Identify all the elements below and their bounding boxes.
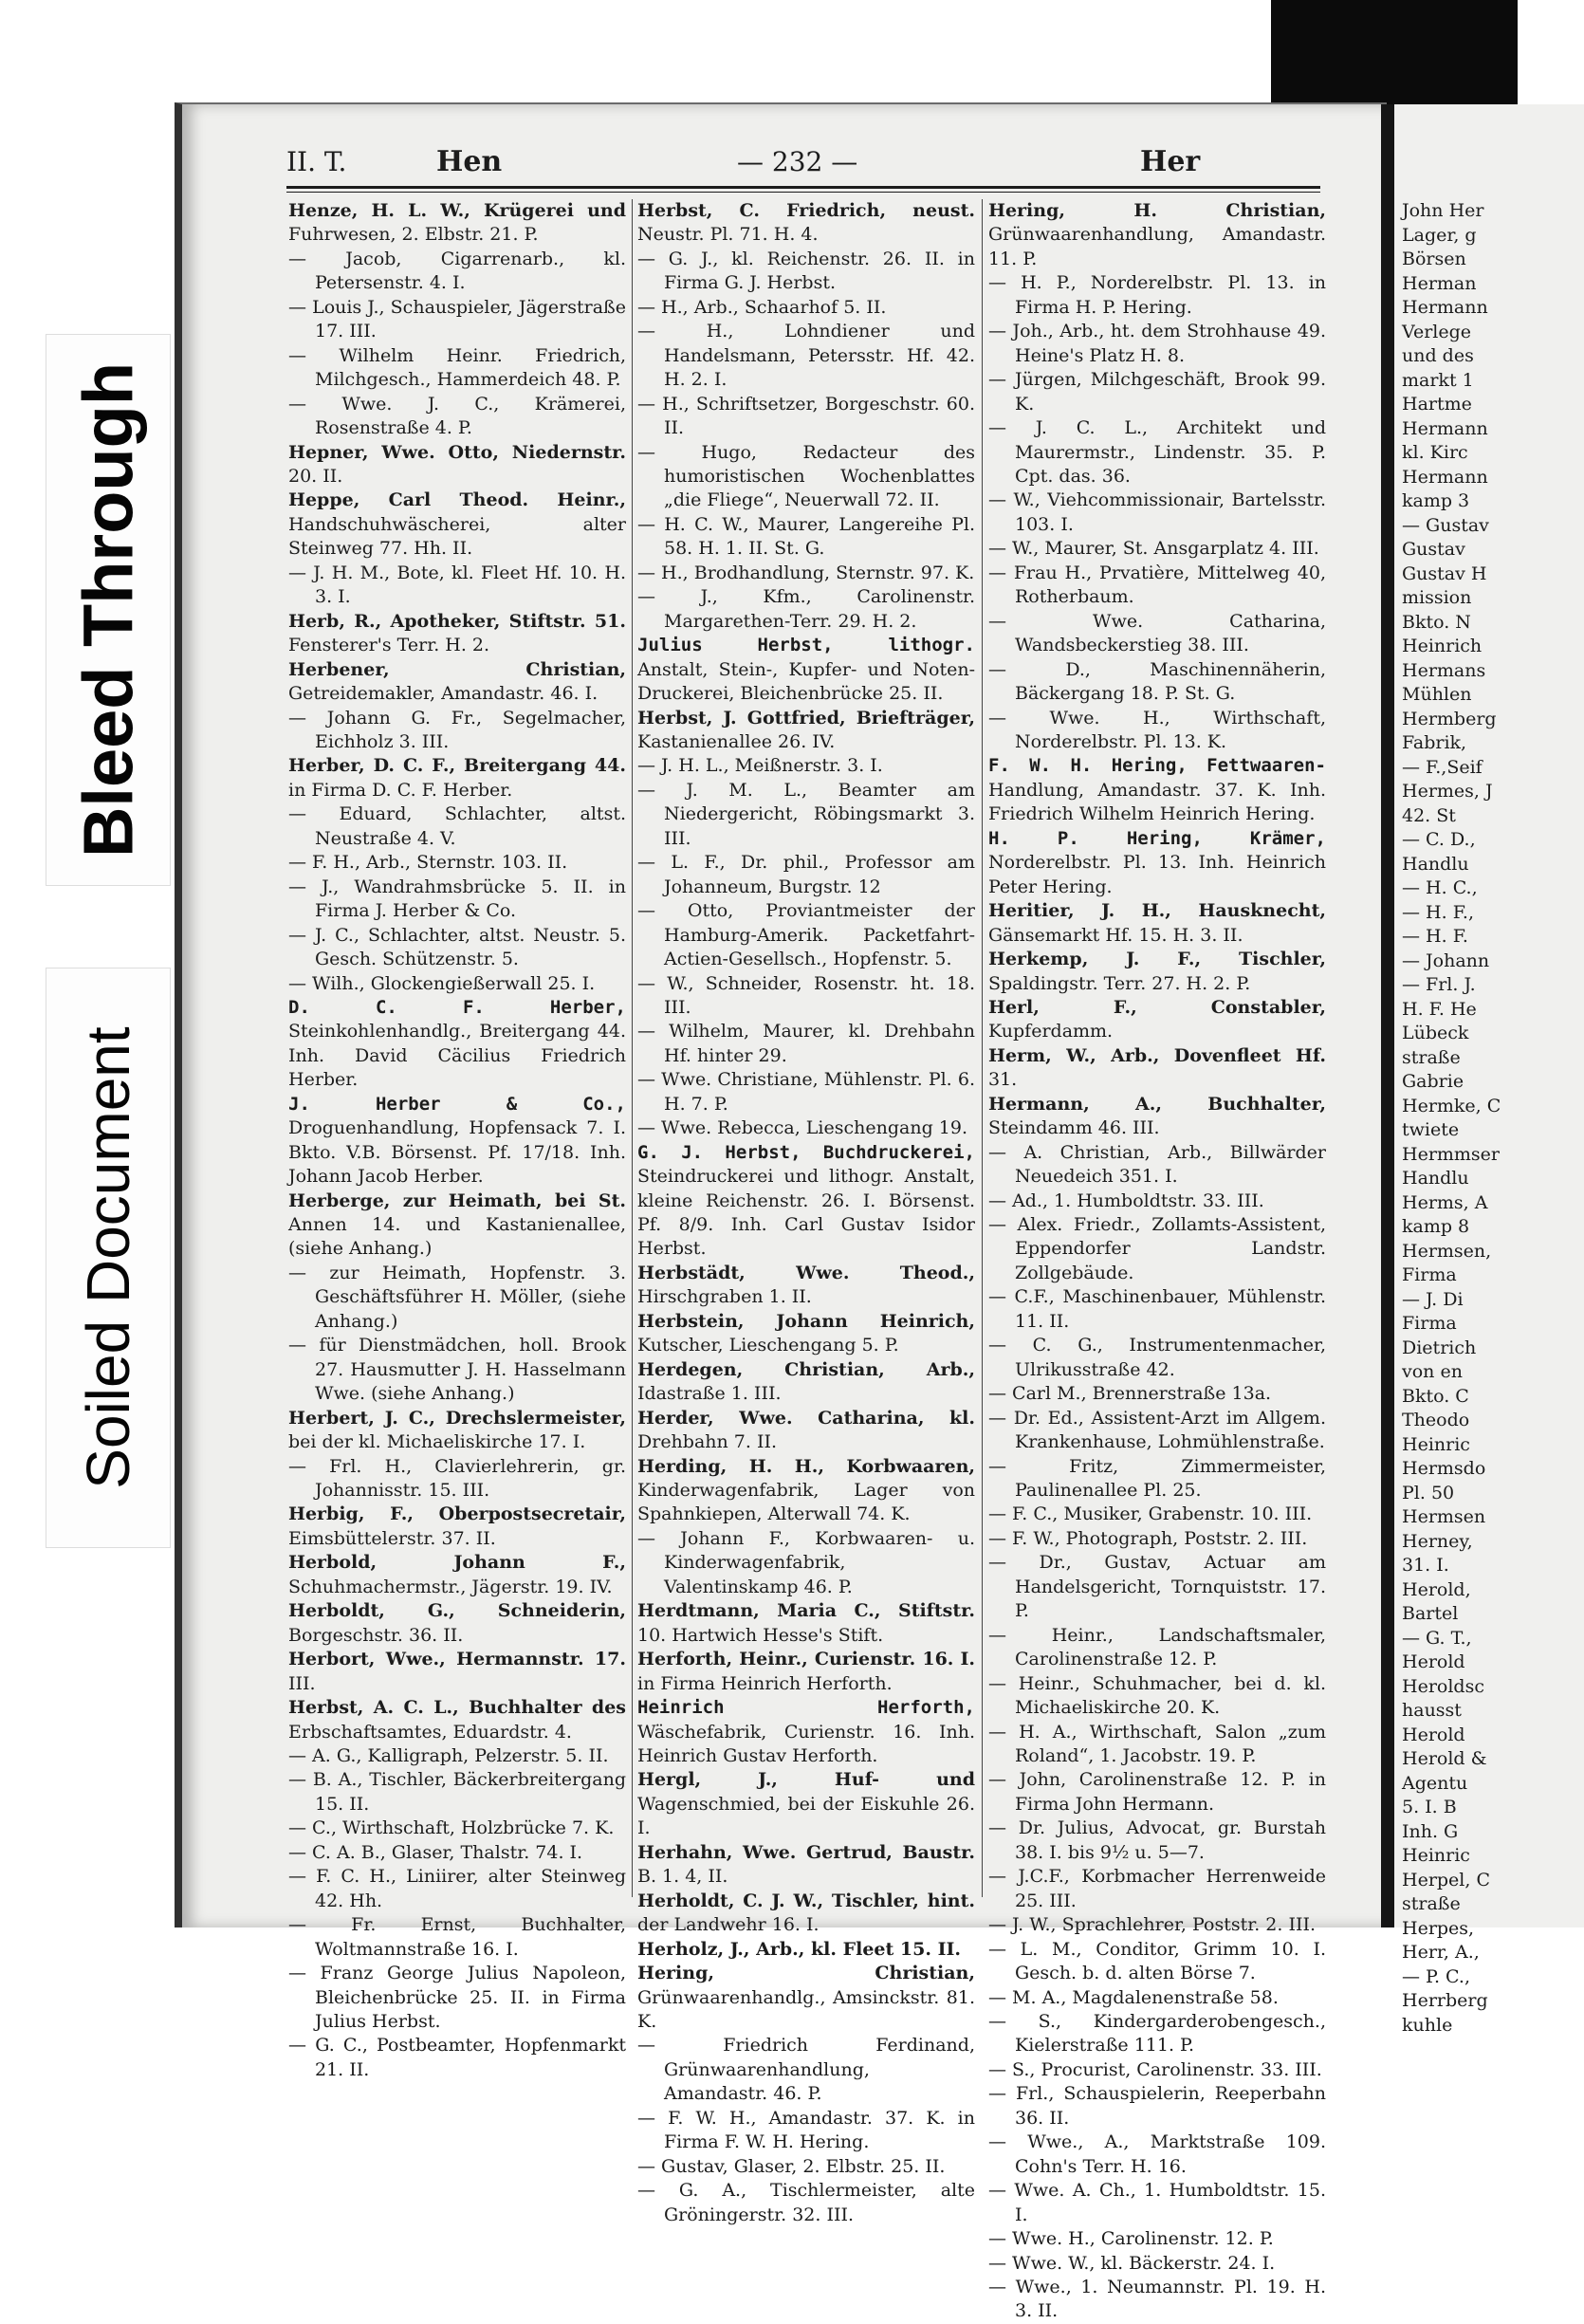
- directory-entry: — H. C. W., Maurer, Langereihe Pl. 58. H. 1. II. St. G.: [637, 513, 975, 560]
- adjacent-page-fragment: mission: [1402, 587, 1472, 608]
- directory-entry: — A. G., Kalligraph, Pelzerstr. 5. II.: [288, 1745, 609, 1766]
- directory-entry: Herbold, Johann F., Schuhmachermstr., Jägerstr. 19. IV.: [288, 1552, 626, 1597]
- adjacent-page-fragment: straße: [1402, 1893, 1461, 1914]
- directory-entry: Herberge, zur Heimath, bei St. Annen 14. und Kastanienallee, (siehe Anhang.): [288, 1190, 626, 1260]
- soiled-document-label: [46, 968, 171, 1548]
- adjacent-page-fragment: Hermsen: [1402, 1506, 1486, 1527]
- adjacent-page-fragment: Hermberg: [1402, 708, 1497, 729]
- adjacent-page-fragment: von en: [1402, 1361, 1463, 1382]
- directory-entry: — H., Schriftsetzer, Borgeschstr. 60. II.: [637, 393, 975, 439]
- directory-entry: — F. W. H., Amandastr. 37. K. in Firma F. W. H. Hering.: [637, 2107, 975, 2153]
- adjacent-page-fragment: twiete: [1402, 1119, 1460, 1140]
- directory-entry: — G. C., Postbeamter, Hopfenmarkt 21. II.: [288, 2035, 626, 2080]
- adjacent-page-fragment: Firma: [1402, 1313, 1457, 1334]
- directory-entry: — Dr., Gustav, Actuar am Handelsgericht, Tornquiststr. 17. P.: [988, 1552, 1326, 1622]
- directory-entry: Herber, D. C. F., Breitergang 44. in Firma D. C. F. Herber.: [288, 755, 626, 801]
- adjacent-page-fragment: — G. T.,: [1402, 1627, 1472, 1649]
- directory-entry: — W., Schneider, Rosenstr. ht. 18. III.: [637, 972, 975, 1018]
- directory-entry: Herbstein, Johann Heinrich, Kutscher, Lieschengang 5. P.: [637, 1310, 975, 1356]
- catchword-right: Her: [1140, 145, 1201, 178]
- adjacent-page-fragment: — H. F.: [1402, 926, 1468, 947]
- column-divider: [982, 199, 983, 1897]
- binding-gutter: [1381, 104, 1394, 1927]
- adjacent-page-fragment: Verlege: [1402, 321, 1472, 342]
- adjacent-page-fragment: Bkto. C: [1402, 1385, 1469, 1407]
- adjacent-page-fragment: Lager, g: [1402, 224, 1477, 246]
- directory-entry: — L. F., Dr. phil., Professor am Johanneum, Burgstr. 12: [637, 852, 975, 897]
- directory-entry: Herholdt, C. J. W., Tischler, hint. der Landwehr 16. I.: [637, 1890, 975, 1936]
- adjacent-page-fragment: Heroldsc: [1402, 1675, 1484, 1697]
- adjacent-page-fragment: Dietrich: [1402, 1337, 1477, 1358]
- directory-entry: — zur Heimath, Hopfenstr. 3. Geschäftsführer H. Möller, (siehe Anhang.): [288, 1262, 626, 1332]
- adjacent-page-fragment: 5. I. B: [1402, 1797, 1457, 1817]
- adjacent-page-fragment: Herms, A: [1402, 1191, 1488, 1213]
- directory-entry: — J. H. L., Meißnerstr. 3. I.: [637, 755, 883, 777]
- adjacent-page-fragment: und des: [1402, 345, 1474, 366]
- adjacent-page-fragment: Gustav: [1402, 539, 1465, 560]
- adjacent-page-fragment: Hermke, C: [1402, 1095, 1501, 1116]
- adjacent-page-fragment: H. F. He: [1402, 998, 1477, 1020]
- directory-entry: — Alex. Friedr., Zollamts-Assistent, Eppendorfer Landstr. Zollgebäude.: [988, 1214, 1326, 1283]
- adjacent-page-fragment: Lübeck: [1402, 1023, 1469, 1043]
- directory-page: [175, 102, 1501, 2322]
- directory-entry: — W., Viehcommissionair, Bartelsstr. 103. I.: [988, 489, 1326, 535]
- adjacent-page-fragment: Heinric: [1402, 1845, 1470, 1866]
- adjacent-page-fragment: Agentu: [1402, 1772, 1468, 1794]
- directory-entry: Herhahn, Wwe. Gertrud, Baustr. B. 1. 4, II.: [637, 1841, 975, 1888]
- directory-entry: — H. P., Norderelbstr. Pl. 13. in Firma H. P. Hering.: [988, 272, 1326, 318]
- directory-entry: Henze, H. L. W., Krügerei und Fuhrwesen, 2. Elbstr. 21. P.: [288, 200, 626, 246]
- directory-entry: — Jürgen, Milchgeschäft, Brook 99. K.: [988, 369, 1326, 415]
- adjacent-page-fragment: straße: [1402, 1046, 1461, 1068]
- directory-entry: — J. W., Sprachlehrer, Poststr. 2. III.: [988, 1914, 1317, 1936]
- directory-entry: — L. M., Conditor, Grimm 10. I. Gesch. b. d. alten Börse 7.: [988, 1938, 1326, 1984]
- directory-entry: — Frl., Schauspielerin, Reeperbahn 36. II.: [988, 2083, 1326, 2129]
- adjacent-page-fragment: Hartme: [1402, 394, 1472, 415]
- adjacent-page-fragment: Inh. G: [1402, 1820, 1459, 1842]
- adjacent-page-fragment: Mühlen: [1402, 684, 1472, 705]
- directory-entry: — J., Wandrahmsbrücke 5. II. in Firma J. Herber & Co.: [288, 876, 626, 922]
- directory-entry: Herkemp, J. F., Tischler, Spaldingstr. Terr. 27. H. 2. P.: [988, 949, 1326, 994]
- directory-entry: — Carl M., Brennerstraße 13a.: [988, 1383, 1272, 1405]
- adjacent-page-fragment: Fabrik,: [1402, 732, 1467, 753]
- directory-entry: — H., Brodhandlung, Sternstr. 97. K.: [637, 562, 975, 583]
- directory-entry: Hergl, J., Huf- und Wagenschmied, bei der Eiskuhle 26. I.: [637, 1769, 975, 1839]
- header-rule-thin: [286, 192, 1320, 193]
- directory-entry: — für Dienstmädchen, holl. Brook 27. Hausmutter J. H. Hasselmann Wwe. (siehe Anhang.): [288, 1335, 626, 1405]
- adjacent-page-fragment: Herold &: [1402, 1748, 1487, 1769]
- directory-entry: — Wwe. Catharina, Wandsbeckerstieg 38. III.: [988, 610, 1326, 656]
- directory-entry: — Wwe. H., Wirthschaft, Norderelbstr. Pl. 13. K.: [988, 707, 1326, 752]
- adjacent-page-fragment: Herold: [1402, 1724, 1465, 1745]
- directory-entry: H. P. Hering, Krämer, Norderelbstr. Pl. 13. Inh. Heinrich Peter Hering.: [988, 827, 1326, 897]
- directory-entry: Herb, R., Apotheker, Stiftstr. 51. Fensterer's Terr. H. 2.: [288, 610, 626, 656]
- directory-entry: — Franz George Julius Napoleon, Bleichenbrücke 25. II. in Firma Julius Herbst.: [288, 1963, 626, 2032]
- adjacent-page-fragment: — J. Di: [1402, 1288, 1464, 1310]
- directory-entry: Herboldt, G., Schneiderin, Borgeschstr. 36. II.: [288, 1600, 626, 1646]
- adjacent-page-fragment: Bkto. N: [1402, 611, 1471, 633]
- directory-entry: Hering, Christian, Grünwaarenhandlg., Amsinckstr. 81. K.: [637, 1963, 975, 2032]
- directory-entry: — Jacob, Cigarrenarb., kl. Petersenstr. 4. I.: [288, 248, 626, 294]
- directory-entry: Heinrich Herforth, Wäschefabrik, Curienstr. 16. Inh. Heinrich Gustav Herforth.: [637, 1697, 975, 1766]
- adjacent-page-fragment: kl. Kirc: [1402, 442, 1468, 463]
- directory-entry: J. Herber & Co., Droguenhandlung, Hopfensack 7. I. Bkto. V.B. Börsenst. Pf. 17/18. Inh. Johann Jacob Herber.: [288, 1093, 626, 1188]
- adjacent-page-fragment: Hermann: [1402, 466, 1488, 488]
- directory-entry: Herbst, C. Friedrich, neust. Neustr. Pl. 71. H. 4.: [637, 200, 975, 246]
- directory-entry: — Frl. H., Clavierlehrerin, gr. Johannisstr. 15. III.: [288, 1455, 626, 1502]
- column-2: [637, 199, 975, 2227]
- adjacent-page-fragment: — Frl. J.: [1402, 974, 1476, 995]
- directory-entry: — F. C., Musiker, Grabenstr. 10. III.: [988, 1503, 1313, 1525]
- directory-entry: — H., Arb., Schaarhof 5. II.: [637, 296, 887, 318]
- catchword-left: Hen: [436, 145, 503, 178]
- column-3: [988, 199, 1326, 2324]
- directory-entry: — Hugo, Redacteur des humoristischen Wochenblattes „die Fliege“, Neuerwall 72. II.: [637, 441, 975, 511]
- bleed-through-text: Bleed Through: [68, 361, 148, 858]
- directory-entry: G. J. Herbst, Buchdruckerei, Steindruckerei und lithogr. Anstalt, kleine Reichenstr. 26. I. Börsenst. Pf. 8/9. Inh. Carl Gustav Isidor Herbst.: [637, 1141, 975, 1260]
- directory-entry: Herder, Wwe. Catharina, kl. Drehbahn 7. II.: [637, 1407, 975, 1453]
- running-head-part: II. T.: [286, 146, 347, 177]
- directory-entry: — Louis J., Schauspieler, Jägerstraße 17. III.: [288, 296, 626, 342]
- directory-entry: — J. M. L., Beamter am Niedergericht, Röbingsmarkt 3. III.: [637, 779, 975, 849]
- column-divider: [632, 199, 633, 1897]
- directory-entry: — G. J., kl. Reichenstr. 26. II. in Firma G. J. Herbst.: [637, 248, 975, 294]
- adjacent-page-fragment: — H. C.,: [1402, 877, 1478, 898]
- directory-entry: — Wilh., Glockengießerwall 25. I.: [288, 972, 596, 994]
- adjacent-page-fragment: Herpel, C: [1402, 1869, 1490, 1891]
- directory-entry: — J., Kfm., Carolinenstr. Margarethen-Terr. 29. H. 2.: [637, 586, 975, 632]
- adjacent-page-fragment: Herold,: [1402, 1578, 1471, 1600]
- column-1: [288, 199, 626, 2082]
- directory-entry: — Dr. Julius, Advocat, gr. Burstah 38. I. bis 9½ u. 5—7.: [988, 1817, 1326, 1863]
- directory-entry: — C.F., Maschinenbauer, Mühlenstr. 11. II.: [988, 1286, 1326, 1332]
- adjacent-page-fragment: Theodo: [1402, 1410, 1470, 1430]
- directory-entry: — Wwe. A. Ch., 1. Humboldtstr. 15. I.: [988, 2180, 1326, 2225]
- directory-entry: — Ad., 1. Humboldtstr. 33. III.: [988, 1190, 1264, 1211]
- directory-entry: Herbst, A. C. L., Buchhalter des Erbschaftsamtes, Eduardstr. 4.: [288, 1697, 626, 1743]
- directory-entry: Heppe, Carl Theod. Heinr., Handschuhwäscherei, alter Steinweg 77. Hh. II.: [288, 489, 626, 560]
- directory-entry: — Heinr., Landschaftsmaler, Carolinenstraße 12. P.: [988, 1624, 1326, 1670]
- page-number: — 232 —: [737, 146, 858, 177]
- adjacent-page-fragment: Herney,: [1402, 1530, 1473, 1552]
- adjacent-page-column: [1402, 199, 1582, 2038]
- adjacent-page-fragment: markt 1: [1402, 369, 1474, 391]
- directory-entry: — Wwe. Christiane, Mühlenstr. Pl. 6. H. 7. P.: [637, 1069, 975, 1115]
- directory-entry: Heritier, J. H., Hausknecht, Gänsemarkt Hf. 15. H. 3. II.: [988, 900, 1326, 946]
- adjacent-page-fragment: Herold: [1402, 1651, 1465, 1672]
- directory-entry: Herholz, J., Arb., kl. Fleet 15. II.: [637, 1938, 961, 1960]
- adjacent-page: [1394, 104, 1584, 2036]
- adjacent-page-fragment: Handlu: [1402, 1168, 1469, 1189]
- directory-entry: — J. H. M., Bote, kl. Fleet Hf. 10. H. 3. I.: [288, 562, 626, 608]
- directory-entry: Hering, H. Christian, Grünwaarenhandlung, Amandastr. 11. P.: [988, 200, 1326, 269]
- directory-entry: — Wilhelm, Maurer, kl. Drehbahn Hf. hinter 29.: [637, 1021, 975, 1066]
- directory-entry: — D., Maschinennäherin, Bäckergang 18. P. St. G.: [988, 658, 1326, 705]
- directory-entry: — F. C. H., Liniirer, alter Steinweg 42. Hh.: [288, 1866, 626, 1911]
- directory-entry: — Johann G. Fr., Segelmacher, Eichholz 3. III.: [288, 707, 626, 752]
- directory-entry: — Heinr., Schuhmacher, bei d. kl. Michaeliskirche 20. K.: [988, 1672, 1326, 1719]
- adjacent-page-fragment: hausst: [1402, 1700, 1462, 1721]
- directory-entry: Herdegen, Christian, Arb., Idastraße 1. III.: [637, 1358, 975, 1405]
- adjacent-page-fragment: Bartel: [1402, 1603, 1459, 1624]
- adjacent-page-fragment: 31. I.: [1402, 1555, 1449, 1576]
- header-rule-thick: [286, 186, 1320, 189]
- adjacent-page-fragment: Heinrich: [1402, 636, 1483, 656]
- directory-entry: Herdtmann, Maria C., Stiftstr. 10. Hartwich Hesse's Stift.: [637, 1600, 975, 1646]
- directory-entry: Herforth, Heinr., Curienstr. 16. I. in Firma Heinrich Herforth.: [637, 1649, 975, 1694]
- directory-entry: Hermann, A., Buchhalter, Steindamm 46. III.: [988, 1093, 1326, 1139]
- adjacent-page-fragment: — H. F.,: [1402, 901, 1474, 923]
- directory-entry: Herbort, Wwe., Hermannstr. 17. III.: [288, 1649, 626, 1694]
- directory-entry: — Wwe. H., Carolinenstr. 12. P.: [988, 2228, 1274, 2250]
- directory-entry: — C. A. B., Glaser, Thalstr. 74. I.: [288, 1841, 583, 1863]
- directory-entry: — S., Procurist, Carolinenstr. 33. III.: [988, 2058, 1322, 2080]
- directory-entry: — Fr. Ernst, Buchhalter, Woltmannstraße 16. I.: [288, 1914, 626, 1960]
- directory-entry: — J. C. L., Architekt und Maurermstr., Lindenstr. 35. P. Cpt. das. 36.: [988, 417, 1326, 487]
- directory-entry: — Wwe. Rebecca, Lieschengang 19.: [637, 1117, 967, 1139]
- adjacent-page-fragment: Hermsen,: [1402, 1240, 1492, 1262]
- directory-entry: — Eduard, Schlachter, altst. Neustraße 4. V.: [288, 803, 626, 849]
- adjacent-page-fragment: Hermes, J: [1402, 781, 1493, 802]
- adjacent-page-fragment: Hermann: [1402, 297, 1488, 318]
- adjacent-page-fragment: Hermans: [1402, 659, 1486, 681]
- soiled-document-text: Soiled Document: [74, 1026, 142, 1489]
- directory-entry: — H. A., Wirthschaft, Salon „zum Roland“, 1. Jacobstr. 19. P.: [988, 1721, 1326, 1766]
- directory-entry: — F. H., Arb., Sternstr. 103. II.: [288, 852, 568, 874]
- directory-entry: Herm, W., Arb., Dovenfleet Hf. 31.: [988, 1044, 1326, 1091]
- adjacent-page-fragment: Handlu: [1402, 853, 1469, 875]
- adjacent-page-fragment: — Gustav: [1402, 514, 1489, 536]
- directory-entry: Herbig, F., Oberpostsecretair, Eimsbüttelerstr. 37. II.: [288, 1503, 626, 1549]
- adjacent-page-fragment: Firma: [1402, 1264, 1457, 1285]
- adjacent-page-fragment: Herman: [1402, 272, 1477, 294]
- directory-entry: — W., Maurer, St. Ansgarplatz 4. III.: [988, 538, 1319, 560]
- adjacent-page-fragment: Herr, A.,: [1402, 1942, 1480, 1963]
- directory-entry: Hepner, Wwe. Otto, Niedernstr. 20. II.: [288, 441, 626, 487]
- directory-entry: Herding, H. H., Korbwaaren, Kinderwagenfabrik, Lager von Spahnkiepen, Alterwall 74. K.: [637, 1455, 975, 1525]
- directory-entry: Julius Herbst, lithogr. Anstalt, Stein-, Kupfer- und Noten-Druckerei, Bleichenbrücke 25. II.: [637, 635, 975, 705]
- adjacent-page-fragment: kamp 3: [1402, 490, 1470, 511]
- adjacent-page-fragment: John Her: [1402, 200, 1484, 221]
- adjacent-page-fragment: Herrberg: [1402, 1990, 1488, 2011]
- adjacent-page-fragment: Heinric: [1402, 1433, 1470, 1455]
- adjacent-page-fragment: — P. C.,: [1402, 1965, 1470, 1987]
- adjacent-page-fragment: — Johann: [1402, 950, 1490, 971]
- directory-entry: — H., Lohndiener und Handelsmann, Petersstr. Hf. 42. H. 2. I.: [637, 321, 975, 391]
- directory-entry: — Wwe., 1. Neumannstr. Pl. 19. H. 3. II.: [988, 2276, 1326, 2322]
- directory-entry: — Wwe. J. C., Krämerei, Rosenstraße 4. P.: [288, 393, 626, 439]
- directory-entry: — S., Kindergarderobengesch., Kielerstraße 111. P.: [988, 2010, 1326, 2057]
- bleed-through-label: [46, 334, 171, 886]
- directory-entry: — C., Wirthschaft, Holzbrücke 7. K.: [288, 1817, 615, 1839]
- directory-entry: — John, Carolinenstraße 12. P. in Firma John Hermann.: [988, 1769, 1326, 1815]
- directory-entry: — B. A., Tischler, Bäckerbreitergang 15. II.: [288, 1769, 626, 1815]
- directory-entry: — Dr. Ed., Assistent-Arzt im Allgem. Krankenhause, Lohmühlenstraße.: [988, 1407, 1326, 1453]
- directory-entry: D. C. F. Herber, Steinkohlenhandlg., Breitergang 44. Inh. David Cäcilius Friedrich Herber.: [288, 996, 626, 1091]
- adjacent-page-fragment: Hermann: [1402, 417, 1488, 439]
- adjacent-page-fragment: Herpes,: [1402, 1917, 1475, 1939]
- directory-entry: — Otto, Proviantmeister der Hamburg-Amerik. Packetfahrt-Actien-Gesellsch., Hopfenstr. 5.: [637, 900, 975, 970]
- directory-entry: — J.C.F., Korbmacher Herrenweide 25. III.: [988, 1866, 1326, 1911]
- adjacent-page-fragment: Hermmser: [1402, 1143, 1501, 1165]
- directory-entry: F. W. H. Hering, Fettwaaren-Handlung, Amandastr. 37. K. Inh. Friedrich Wilhelm Heinrich Hering.: [988, 755, 1326, 825]
- directory-entry: — Wilhelm Heinr. Friedrich, Milchgesch., Hammerdeich 48. P.: [288, 344, 626, 391]
- adjacent-page-fragment: Börsen: [1402, 249, 1466, 269]
- directory-entry: Herbstädt, Wwe. Theod., Hirschgraben 1. II.: [637, 1262, 975, 1308]
- directory-entry: Herbst, J. Gottfried, Briefträger, Kastanienallee 26. IV.: [637, 707, 975, 752]
- adjacent-page-fragment: Gustav H: [1402, 563, 1487, 584]
- directory-entry: — Johann F., Korbwaaren- u. Kinderwagenfabrik, Valentinskamp 46. P.: [637, 1527, 975, 1597]
- directory-entry: Herbert, J. C., Drechslermeister, bei der kl. Michaeliskirche 17. I.: [288, 1407, 626, 1453]
- directory-entry: — M. A., Magdalenenstraße 58.: [988, 1986, 1279, 2008]
- adjacent-page-fragment: — F.,Seif: [1402, 756, 1483, 778]
- adjacent-page-fragment: Hermsdo: [1402, 1458, 1486, 1479]
- directory-entry: — G. A., Tischlermeister, alte Gröningerstr. 32. III.: [637, 2180, 975, 2225]
- directory-entry: — Friedrich Ferdinand, Grünwaarenhandlung, Amandastr. 46. P.: [637, 2035, 975, 2105]
- adjacent-page-fragment: kuhle: [1402, 2014, 1453, 2036]
- directory-entry: — Wwe. W., kl. Bäckerstr. 24. I.: [988, 2252, 1276, 2274]
- adjacent-page-fragment: Pl. 50: [1402, 1482, 1455, 1503]
- directory-entry: — Wwe., A., Marktstraße 109. Cohn's Terr. H. 16.: [988, 2131, 1326, 2177]
- directory-entry: — Joh., Arb., ht. dem Strohhause 49. Heine's Platz H. 8.: [988, 321, 1326, 366]
- directory-entry: Herl, F., Constabler, Kupferdamm.: [988, 996, 1326, 1042]
- adjacent-page-fragment: Gabrie: [1402, 1071, 1464, 1092]
- directory-entry: — Gustav, Glaser, 2. Elbstr. 25. II.: [637, 2155, 946, 2177]
- directory-entry: — J. C., Schlachter, altst. Neustr. 5. Gesch. Schützenstr. 5.: [288, 924, 626, 970]
- directory-entry: — Frau H., Prvatière, Mittelweg 40, Rotherbaum.: [988, 562, 1326, 608]
- directory-entry: Herbener, Christian, Getreidemakler, Amandastr. 46. I.: [288, 658, 626, 705]
- directory-entry: — A. Christian, Arb., Billwärder Neuedeich 351. I.: [988, 1141, 1326, 1188]
- adjacent-page-fragment: — C. D.,: [1402, 829, 1476, 850]
- directory-entry: — Fritz, Zimmermeister, Paulinenallee Pl. 25.: [988, 1455, 1326, 1502]
- directory-entry: — F. W., Photograph, Poststr. 2. III.: [988, 1527, 1308, 1549]
- adjacent-page-fragment: kamp 8: [1402, 1216, 1470, 1237]
- directory-entry: — C. G., Instrumentenmacher, Ulrikusstraße 42.: [988, 1335, 1326, 1380]
- adjacent-page-fragment: 42. St: [1402, 804, 1456, 826]
